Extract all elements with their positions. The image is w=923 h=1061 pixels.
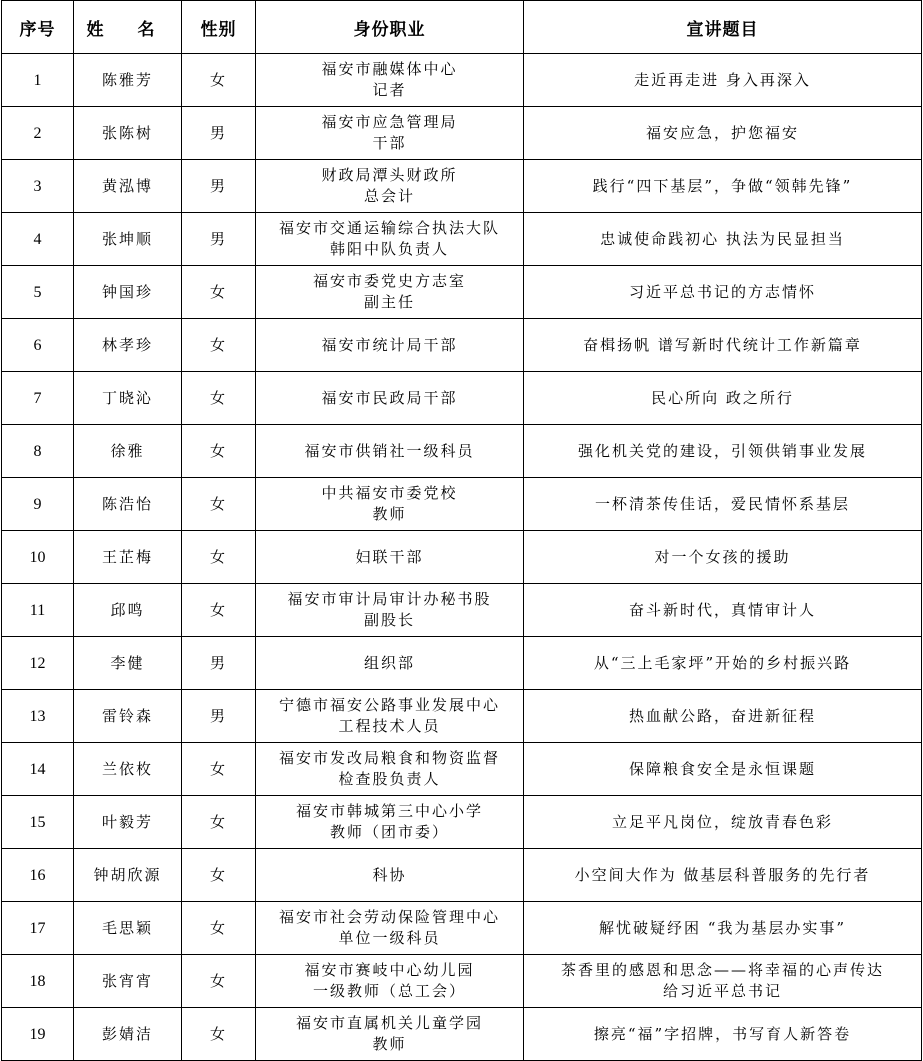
row-name: 叶毅芳 bbox=[74, 796, 182, 849]
speaker-table bbox=[1, 0, 922, 1061]
identity-line: 科协 bbox=[372, 865, 407, 884]
identity-line: 教师（团市委） bbox=[329, 823, 449, 841]
identity-line: 福安市审计局审计办秘书股 bbox=[287, 590, 492, 608]
row-topic bbox=[524, 690, 922, 743]
identity-line: 福安市委党史方志室 bbox=[312, 272, 466, 290]
topic-line: 忠诚使命践初心 执法为民显担当 bbox=[600, 229, 845, 248]
topic-line: 茶香里的感恩和思念——将幸福的心声传达 bbox=[560, 961, 884, 979]
row-identity bbox=[256, 160, 524, 213]
topic-line: 热血献公路，奋进新征程 bbox=[628, 706, 816, 725]
row-identity bbox=[256, 849, 524, 902]
row-no: 12 bbox=[2, 637, 74, 690]
row-no: 3 bbox=[2, 160, 74, 213]
topic-line: 立足平凡岗位，绽放青春色彩 bbox=[611, 812, 833, 831]
row-topic bbox=[524, 531, 922, 584]
identity-line: 福安市韩城第三中心小学 bbox=[295, 802, 483, 820]
identity-line: 福安市直属机关儿童学园 bbox=[295, 1014, 483, 1032]
topic-line: 走近再走进 身入再深入 bbox=[634, 70, 811, 89]
row-identity bbox=[256, 372, 524, 425]
row-identity bbox=[256, 584, 524, 637]
row-name: 林孝珍 bbox=[74, 319, 182, 372]
identity-line: 干部 bbox=[372, 134, 407, 152]
row-name: 陈雅芳 bbox=[74, 54, 182, 107]
row-topic bbox=[524, 1008, 922, 1061]
row-topic bbox=[524, 955, 922, 1008]
topic-line: 给习近平总书记 bbox=[662, 982, 782, 1000]
row-gender: 女 bbox=[182, 584, 256, 637]
row-gender: 女 bbox=[182, 743, 256, 796]
row-no: 2 bbox=[2, 107, 74, 160]
identity-line: 单位一级科员 bbox=[338, 929, 441, 947]
topic-line: 擦亮“福”字招牌，书写育人新答卷 bbox=[593, 1024, 852, 1043]
row-topic bbox=[524, 743, 922, 796]
row-topic bbox=[524, 425, 922, 478]
header-no: 序号 bbox=[2, 1, 74, 54]
row-no: 14 bbox=[2, 743, 74, 796]
identity-line: 副股长 bbox=[363, 611, 415, 629]
topic-line: 奋斗新时代，真情审计人 bbox=[628, 600, 816, 619]
row-name: 毛思颖 bbox=[74, 902, 182, 955]
table-row bbox=[2, 849, 922, 902]
row-identity bbox=[256, 478, 524, 531]
identity-line: 妇联干部 bbox=[355, 547, 424, 566]
row-no: 4 bbox=[2, 213, 74, 266]
row-no: 15 bbox=[2, 796, 74, 849]
row-name: 张陈树 bbox=[74, 107, 182, 160]
identity-line: 记者 bbox=[372, 81, 407, 99]
row-no: 10 bbox=[2, 531, 74, 584]
row-no: 17 bbox=[2, 902, 74, 955]
row-identity bbox=[256, 319, 524, 372]
row-identity bbox=[256, 425, 524, 478]
row-identity bbox=[256, 266, 524, 319]
row-no: 1 bbox=[2, 54, 74, 107]
row-gender: 男 bbox=[182, 690, 256, 743]
table-row bbox=[2, 54, 922, 107]
row-name: 彭婧洁 bbox=[74, 1008, 182, 1061]
row-identity bbox=[256, 531, 524, 584]
row-gender: 男 bbox=[182, 160, 256, 213]
row-gender: 女 bbox=[182, 849, 256, 902]
identity-line: 教师 bbox=[372, 505, 407, 523]
row-gender: 男 bbox=[182, 213, 256, 266]
row-gender: 女 bbox=[182, 531, 256, 584]
row-name: 张宵宵 bbox=[74, 955, 182, 1008]
table-row bbox=[2, 743, 922, 796]
row-no: 16 bbox=[2, 849, 74, 902]
row-topic bbox=[524, 584, 922, 637]
row-no: 6 bbox=[2, 319, 74, 372]
row-gender: 女 bbox=[182, 478, 256, 531]
identity-line: 财政局潭头财政所 bbox=[321, 166, 458, 184]
row-identity bbox=[256, 213, 524, 266]
identity-line: 福安市应急管理局 bbox=[321, 113, 458, 131]
identity-line: 韩阳中队负责人 bbox=[329, 240, 449, 258]
row-topic bbox=[524, 107, 922, 160]
row-identity bbox=[256, 902, 524, 955]
row-no: 18 bbox=[2, 955, 74, 1008]
row-no: 7 bbox=[2, 372, 74, 425]
row-topic bbox=[524, 637, 922, 690]
identity-line: 总会计 bbox=[363, 187, 415, 205]
topic-line: 保障粮食安全是永恒课题 bbox=[628, 759, 816, 778]
table-row bbox=[2, 372, 922, 425]
identity-line: 福安市融媒体中心 bbox=[321, 60, 458, 78]
row-topic bbox=[524, 213, 922, 266]
row-gender: 女 bbox=[182, 266, 256, 319]
header-identity: 身份职业 bbox=[256, 1, 524, 54]
row-name: 张坤顺 bbox=[74, 213, 182, 266]
table-row bbox=[2, 1008, 922, 1061]
row-gender: 女 bbox=[182, 955, 256, 1008]
row-gender: 男 bbox=[182, 107, 256, 160]
topic-line: 解忧破疑纾困 “我为基层办实事” bbox=[598, 918, 847, 937]
row-identity bbox=[256, 690, 524, 743]
topic-line: 从“三上毛家坪”开始的乡村振兴路 bbox=[593, 653, 852, 672]
table-row bbox=[2, 955, 922, 1008]
row-name: 雷铃森 bbox=[74, 690, 182, 743]
table-row bbox=[2, 902, 922, 955]
row-gender: 女 bbox=[182, 796, 256, 849]
identity-line: 福安市发改局粮食和物资监督 bbox=[278, 749, 500, 767]
identity-line: 福安市统计局干部 bbox=[321, 335, 458, 354]
table-row bbox=[2, 531, 922, 584]
table-row bbox=[2, 160, 922, 213]
header-name: 姓 名 bbox=[74, 1, 182, 54]
row-topic bbox=[524, 319, 922, 372]
row-name: 徐雅 bbox=[74, 425, 182, 478]
row-name: 丁晓沁 bbox=[74, 372, 182, 425]
row-topic bbox=[524, 796, 922, 849]
row-name: 陈浩怡 bbox=[74, 478, 182, 531]
row-name: 钟国珍 bbox=[74, 266, 182, 319]
row-gender: 女 bbox=[182, 54, 256, 107]
topic-line: 对一个女孩的援助 bbox=[654, 547, 791, 566]
identity-line: 福安市交通运输综合执法大队 bbox=[278, 219, 500, 237]
identity-line: 副主任 bbox=[363, 293, 415, 311]
row-gender: 女 bbox=[182, 1008, 256, 1061]
row-no: 13 bbox=[2, 690, 74, 743]
identity-line: 中共福安市委党校 bbox=[321, 484, 458, 502]
identity-line: 福安市社会劳动保险管理中心 bbox=[278, 908, 500, 926]
header-topic: 宣讲题目 bbox=[524, 1, 922, 54]
table-row bbox=[2, 637, 922, 690]
row-identity bbox=[256, 54, 524, 107]
row-gender: 女 bbox=[182, 319, 256, 372]
row-topic bbox=[524, 902, 922, 955]
row-no: 8 bbox=[2, 425, 74, 478]
row-gender: 女 bbox=[182, 425, 256, 478]
identity-line: 宁德市福安公路事业发展中心 bbox=[278, 696, 500, 714]
topic-line: 一杯清茶传佳话，爱民情怀系基层 bbox=[594, 494, 850, 513]
identity-line: 教师 bbox=[372, 1035, 407, 1053]
row-no: 19 bbox=[2, 1008, 74, 1061]
row-topic bbox=[524, 160, 922, 213]
row-no: 11 bbox=[2, 584, 74, 637]
row-no: 9 bbox=[2, 478, 74, 531]
row-topic bbox=[524, 849, 922, 902]
table-row bbox=[2, 796, 922, 849]
row-topic bbox=[524, 54, 922, 107]
topic-line: 强化机关党的建设，引领供销事业发展 bbox=[577, 441, 867, 460]
row-identity bbox=[256, 107, 524, 160]
topic-line: 福安应急，护您福安 bbox=[645, 123, 799, 142]
table-row bbox=[2, 319, 922, 372]
row-identity bbox=[256, 637, 524, 690]
topic-line: 习近平总书记的方志情怀 bbox=[628, 282, 816, 301]
row-name: 钟胡欣源 bbox=[74, 849, 182, 902]
row-topic bbox=[524, 372, 922, 425]
row-no: 5 bbox=[2, 266, 74, 319]
identity-line: 组织部 bbox=[363, 653, 415, 672]
table-row bbox=[2, 425, 922, 478]
table-row bbox=[2, 584, 922, 637]
topic-line: 小空间大作为 做基层科普服务的先行者 bbox=[574, 865, 871, 884]
table-row bbox=[2, 107, 922, 160]
identity-line: 工程技术人员 bbox=[338, 717, 441, 735]
topic-line: 践行“四下基层”，争做“领韩先锋” bbox=[592, 176, 853, 195]
row-gender: 女 bbox=[182, 902, 256, 955]
row-gender: 男 bbox=[182, 637, 256, 690]
identity-line: 福安市赛岐中心幼儿园 bbox=[304, 961, 475, 979]
topic-line: 奋楫扬帆 谱写新时代统计工作新篇章 bbox=[583, 335, 862, 354]
identity-line: 检查股负责人 bbox=[338, 770, 441, 788]
row-identity bbox=[256, 743, 524, 796]
row-name: 兰依枚 bbox=[74, 743, 182, 796]
table-row bbox=[2, 213, 922, 266]
row-name: 李健 bbox=[74, 637, 182, 690]
topic-line: 民心所向 政之所行 bbox=[651, 388, 794, 407]
header-gender: 性别 bbox=[182, 1, 256, 54]
table-row bbox=[2, 266, 922, 319]
row-name: 王芷梅 bbox=[74, 531, 182, 584]
row-topic bbox=[524, 266, 922, 319]
row-gender: 女 bbox=[182, 372, 256, 425]
table-row bbox=[2, 478, 922, 531]
table-body bbox=[2, 54, 922, 1061]
row-name: 黄泓博 bbox=[74, 160, 182, 213]
identity-line: 福安市供销社一级科员 bbox=[304, 441, 475, 460]
row-topic bbox=[524, 478, 922, 531]
table-row bbox=[2, 690, 922, 743]
row-name: 邱鸣 bbox=[74, 584, 182, 637]
row-identity bbox=[256, 796, 524, 849]
header-row bbox=[2, 1, 922, 54]
row-identity bbox=[256, 1008, 524, 1061]
identity-line: 福安市民政局干部 bbox=[321, 388, 458, 407]
identity-line: 一级教师（总工会） bbox=[312, 982, 466, 1000]
row-identity bbox=[256, 955, 524, 1008]
